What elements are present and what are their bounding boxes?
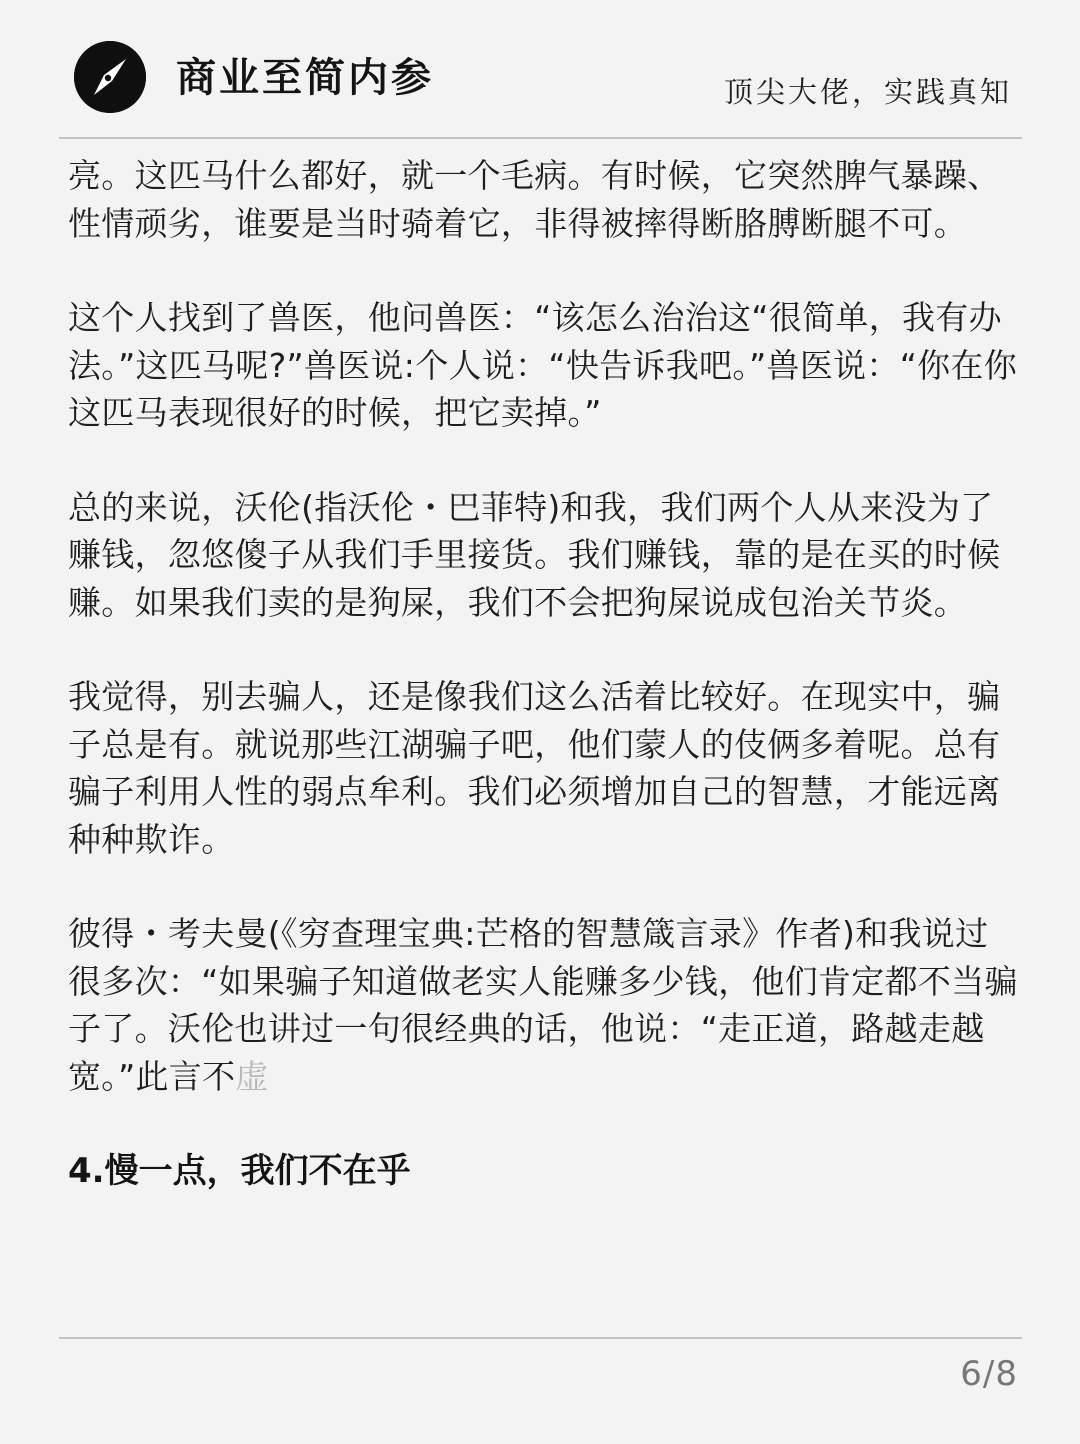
faded-tail-text: 虚 bbox=[235, 1056, 269, 1096]
paragraph-5-text: 彼得・考夫曼(《穷查理宝典:芒格的智慧箴言录》作者)和我说过很多次：“如果骗子知道做老实人能赚多少钱，他们肯定都不当骗子了。沃伦也讲过一句很经典的话，他说：“走正道，路越走越宽。”此言不 bbox=[68, 914, 1018, 1096]
brand-title: 商业至简内参 bbox=[176, 55, 434, 101]
paragraph-5 bbox=[68, 910, 1018, 1100]
top-divider bbox=[59, 137, 1022, 139]
header bbox=[0, 0, 1080, 138]
section-heading: 4.慢一点，我们不在乎 bbox=[68, 1151, 411, 1191]
paragraph-3: 总的来说，沃伦(指沃伦・巴菲特)和我，我们两个人从来没为了赚钱，忽悠傻子从我们手里接货。我们赚钱，靠的是在买的时候赚。如果我们卖的是狗屎，我们不会把狗屎说成包治关节炎。 bbox=[68, 487, 1001, 622]
compass-icon bbox=[74, 41, 146, 113]
page-indicator: 6/8 bbox=[960, 1354, 1018, 1394]
bottom-divider bbox=[59, 1337, 1022, 1339]
paragraph-4: 我觉得，别去骗人，还是像我们这么活着比较好。在现实中，骗子总是有。就说那些江湖骗子吧，他们蒙人的伎俩多着呢。总有骗子利用人性的弱点牟利。我们必须增加自己的智慧，才能远离种种欺诈。 bbox=[68, 677, 1001, 859]
brand-slogan: 顶尖大佬，实践真知 bbox=[723, 75, 1012, 109]
article-body bbox=[68, 152, 1018, 1195]
paragraph-2: 这个人找到了兽医，他问兽医：“该怎么治治这“很简单，我有办法。”这匹马呢?”兽医说:个人说：“快告诉我吧。”兽医说：“你在你这匹马表现很好的时候，把它卖掉。” bbox=[68, 298, 1018, 432]
paragraph-1: 亮。这匹马什么都好，就一个毛病。有时候，它突然脾气暴躁、性情顽劣，谁要是当时骑着它，非得被摔得断胳膊断腿不可。 bbox=[68, 156, 1001, 243]
